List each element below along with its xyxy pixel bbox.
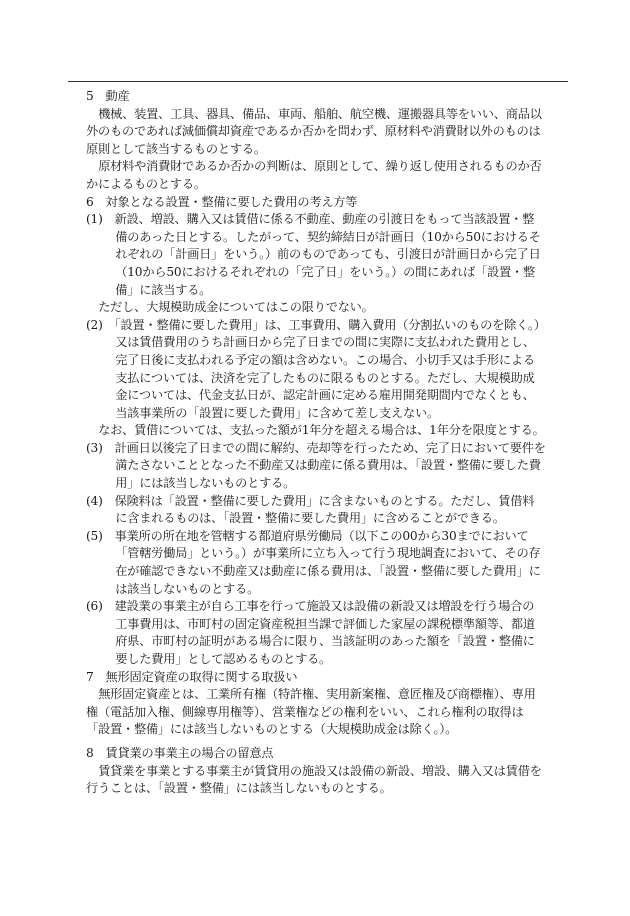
section-6-item-4: (4) 保険料は「設置・整備に要した費用」に含まないものとする。ただし、賃借料に含まれるものは、「設置・整備に要した費用」に含めることができる。 <box>86 493 535 526</box>
section-7-heading: 7 無形固定資産の取得に関する取扱い <box>86 669 298 684</box>
section-5-paragraph: 原材料や消費財であるか否かの判断は、原則として、繰り返し使用されるものか否かによるものとする。 <box>86 159 542 191</box>
section-5-paragraph: 機械、装置、工具、器具、備品、車両、船舶、航空機、運搬器具等をいい、商品以外のものであれば減価償却資産であるか否かを問わず、原材料や消費財以外のものは原則として該当するものとする。 <box>86 106 542 156</box>
section-6-item-1-note: ただし、大規模助成金についてはこの限りでない。 <box>98 300 374 315</box>
section-6-item-5: (5) 事業所の所在地を管轄する都道府県労働局（以下この00から30までにおいて「管轄労働局」という。）が事業所に立ち入って行う現地調査において、その存在が確認できない不動産又は動産に係る費用は、「設置・整備に要した費用」には該当しないものとする。 <box>86 528 541 596</box>
section-6-item-2-note: なお、賃借については、支払った額が1年分を超える場合は、1年分を限度とする。 <box>98 423 545 438</box>
section-6-item-6: (6) 建設業の事業主が自ら工事を行って施設又は設備の新設又は増設を行う場合の工事費用は、市町村の固定資産税担当課で評価した家屋の課税標準額等、都道府県、市町村の証明がある場合に限り、当該証明のあった額を「設置・整備に要した費用」として認めるものとする。 <box>86 599 535 666</box>
section-6-item-3: (3) 計画日以後完了日までの間に解約、売却等を行ったため、完了日において要件を満たさないこととなった不動産又は動産に係る費用は、「設置・整備に要した費用」には該当しないものとする。 <box>86 440 546 491</box>
section-6-item-1: (1) 新設、増設、購入又は賃借に係る不動産、動産の引渡日をもって当該設置・整備のあった日とする。したがって、契約締結日が計画日（10から50におけるそれぞれの「計画日」をいう。）前のものであっても、引渡日が計画日から完了日（10から50におけるそれぞれの「完了日」をいう。）の間にあれば「設置・整備」に該当する。 <box>86 212 541 297</box>
section-5-heading: 5 動産 <box>86 89 130 103</box>
section-8-paragraph: 賃貸業を事業とする事業主が賃貸用の施設又は設備の新設、増設、購入又は賃借を行うことは、「設置・整備」には該当しないものとする。 <box>86 763 542 796</box>
header-rule <box>68 81 568 82</box>
section-7-paragraph: 無形固定資産とは、工業所有権（特許権、実用新案権、意匠権及び商標権）、専用権（電話加入権、側線専用権等）、営業権などの権利をいい、これら権利の取得は「設置・整備」には該当しないものとする（大規模助成金は除く。）。 <box>86 687 536 737</box>
section-8-heading: 8 賃貸業の事業主の場合の留意点 <box>86 745 274 760</box>
section-6-heading: 6 対象となる設置・整備に要した費用の考え方等 <box>86 194 358 209</box>
document-body <box>86 88 546 798</box>
section-6-item-2: (2) 「設置・整備に要した費用」は、工事費用、購入費用（分割払いのものを除く。）又は賃借費用のうち計画日から完了日までの間に実際に支払われた費用とし、完了日後に支払われる予定の額は含めない。この場合、小切手又は手形による支払については、決済を完了したものに限るものとする。ただし、大規模助成金については、代金支払日が、認定計画に定める雇用開発期間内でなくとも、当該事業所の「設置に要した費用」に含めて差し支えない。 <box>86 317 546 420</box>
